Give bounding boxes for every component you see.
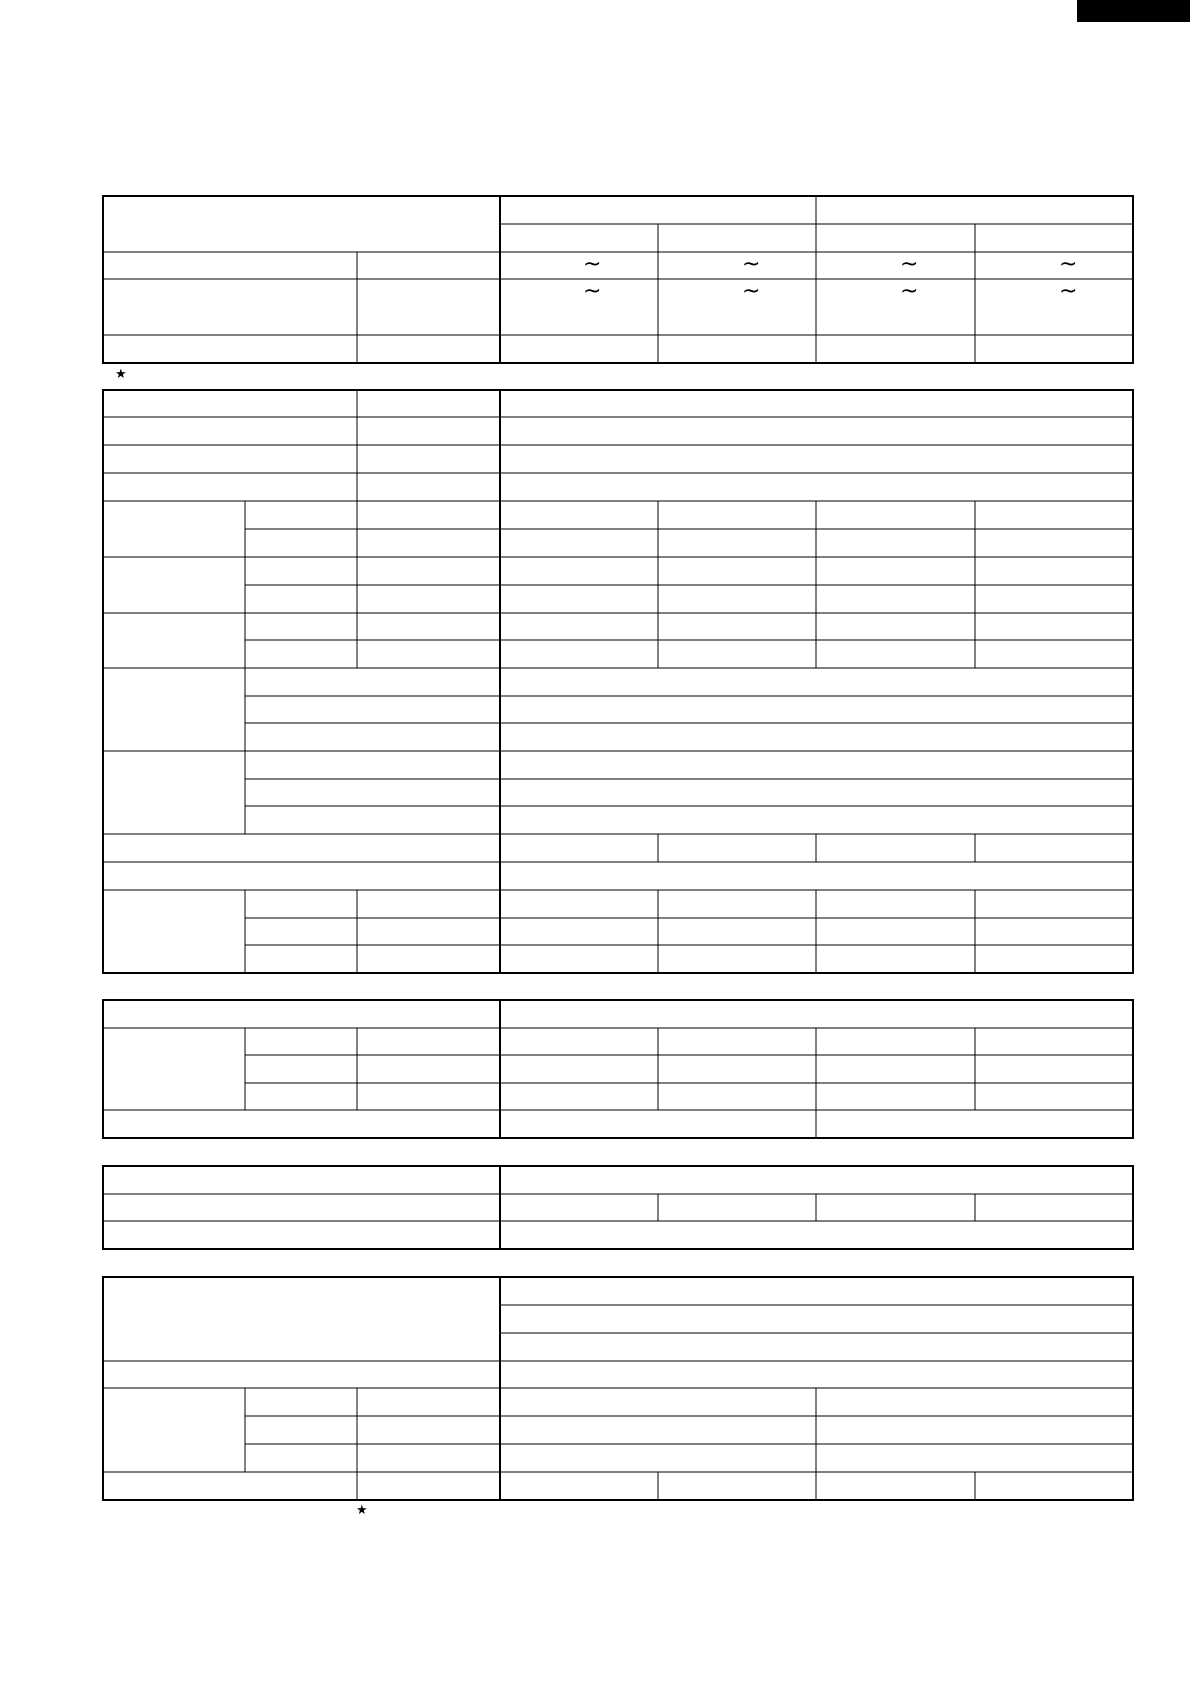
tilde-mark: ~ [900, 279, 919, 304]
footnote-star: ★ [115, 367, 127, 382]
tilde-mark: ~ [742, 252, 761, 277]
tilde-mark: ~ [900, 252, 919, 277]
table-4 [103, 1166, 1133, 1249]
table-1 [103, 196, 1133, 363]
table-2 [103, 390, 1133, 973]
tilde-mark: ~ [742, 279, 761, 304]
tilde-mark: ~ [1059, 252, 1078, 277]
footnote-star: ★ [356, 1503, 368, 1518]
table-3 [103, 1000, 1133, 1138]
tilde-mark: ~ [1059, 279, 1078, 304]
tilde-mark: ~ [583, 279, 602, 304]
table-5 [103, 1277, 1133, 1500]
tilde-mark: ~ [583, 252, 602, 277]
